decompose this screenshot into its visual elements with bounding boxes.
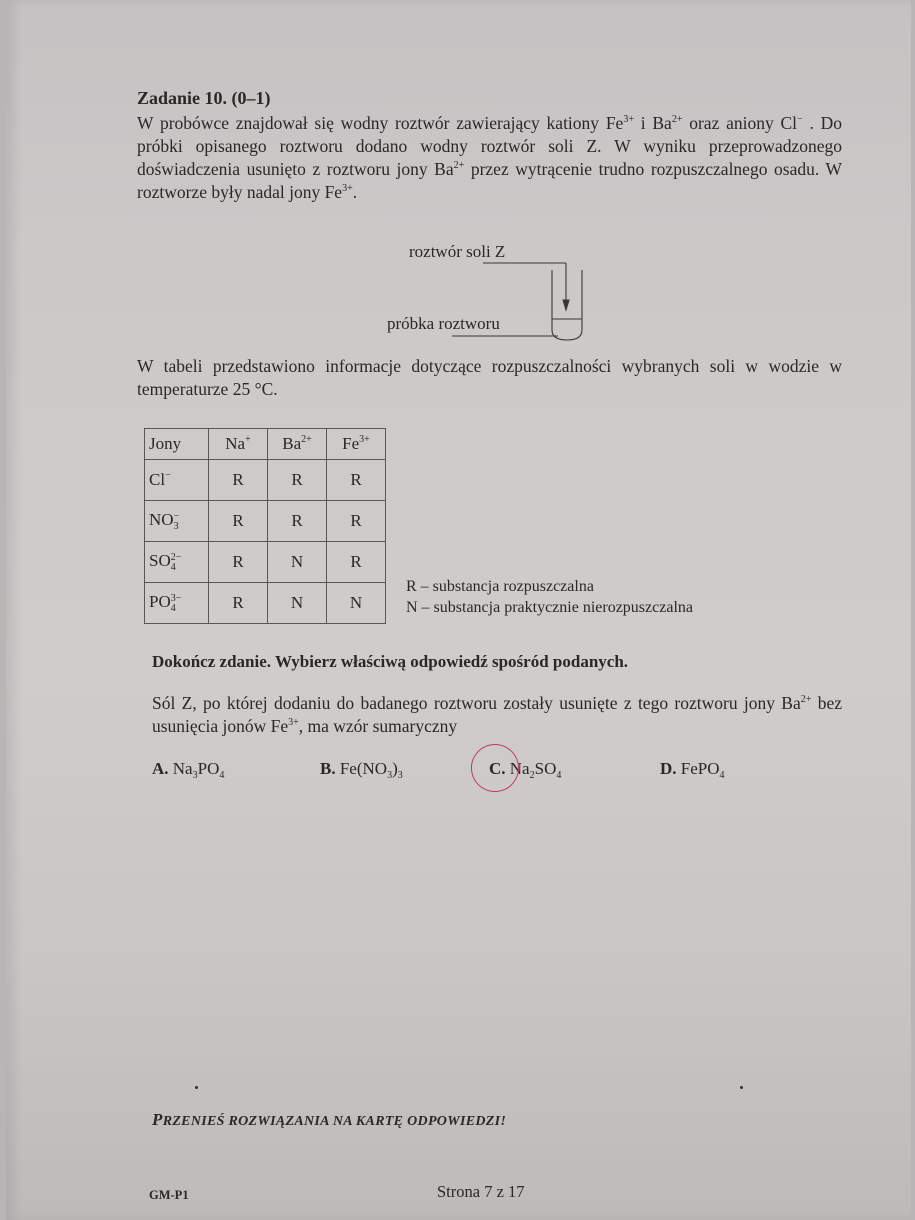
label-salt-solution: roztwór soli Z — [409, 242, 506, 261]
charge: 2+ — [671, 114, 683, 125]
table-cell: R — [209, 583, 268, 624]
task-title: Zadanie 10. (0–1) — [137, 88, 271, 108]
selected-answer-circle — [467, 740, 523, 796]
table-row — [145, 583, 386, 624]
exam-page — [6, 0, 911, 1220]
page-number: Strona 7 z 17 — [437, 1182, 525, 1201]
row-header: NO− 3 — [145, 501, 209, 542]
intro-text: . — [802, 113, 814, 133]
table-cell: R — [327, 501, 386, 542]
charge: 2+ — [453, 160, 465, 171]
intro-text: i Ba — [633, 113, 672, 133]
intro-text: Do próbki opisanego roztworu dodano wodny roztwór soli Z. W wyniku przeprowadzonego doświadczenia usunięto z roztworu jony Ba — [137, 113, 843, 179]
option-d[interactable]: D. FePO$_4$ — [660, 759, 725, 781]
intro-text: oraz aniony Cl — [682, 113, 798, 133]
table-cell: R — [209, 460, 268, 501]
charge: − — [797, 114, 803, 125]
table-corner: Jony — [145, 429, 209, 460]
table-cell: R — [327, 460, 386, 501]
table-row — [145, 460, 386, 501]
question-text: Sól Z, po której dodaniu do badanego roztworu zostały usunięte z tego roztworu jony $Ba^{2+}$ bez usunięcia jonów $Fe^{3+}$, ma wzór sumaryczny — [152, 693, 842, 736]
table-cell: R — [209, 542, 268, 583]
col-header: Na+ — [209, 429, 268, 460]
row-header: Cl− — [145, 460, 209, 501]
table-cell: R — [268, 460, 327, 501]
legend-r: R – substancja rozpuszczalna — [406, 578, 594, 595]
charge: 3+ — [342, 183, 353, 194]
col-header: $Ba^{2+}$ — [268, 429, 327, 460]
table-row — [145, 542, 386, 583]
legend-n: N – substancja praktycznie nierozpuszczalna — [406, 599, 693, 616]
exam-code: GM-P1 — [149, 1188, 189, 1202]
solubility-table — [144, 428, 386, 624]
row-header: SO2− 4 — [145, 542, 209, 583]
option-a[interactable]: A. $Na_3PO_4$ — [152, 759, 225, 781]
table-row — [145, 501, 386, 542]
registration-dot — [740, 1086, 743, 1089]
table-cell: R — [209, 501, 268, 542]
table-cell: N — [268, 583, 327, 624]
table-header-row — [145, 429, 386, 460]
test-tube-diagram — [376, 240, 606, 360]
charge: 3+ — [623, 114, 634, 125]
option-c[interactable]: C. $Na_2SO_4$ — [489, 759, 562, 781]
intro-text: . — [352, 182, 358, 202]
intro-text: W probówce znajdował się wodny roztwór zawierający kationy Fe — [137, 113, 624, 133]
option-b[interactable]: B. $Fe(NO_3)_3$ — [320, 759, 403, 781]
table-cell: N — [268, 542, 327, 583]
table-cell: R — [327, 542, 386, 583]
instruction: Dokończ zdanie. Wybierz właściwą odpowiedź spośród podanych. — [152, 652, 629, 671]
registration-dot — [195, 1086, 198, 1089]
col-header: $Fe^{3+}$ — [327, 429, 386, 460]
transfer-answers-note: PRZENIEŚ ROZWIĄZANIA NA KARTĘ ODPOWIEDZI! — [152, 1110, 507, 1129]
task-intro — [137, 112, 842, 204]
table-intro: W tabeli przedstawiono informacje dotyczące rozpuszczalności wybranych soli w wodzie w temperaturze 25 °C. — [137, 356, 842, 399]
intro-text: przez wytrącenie trudno rozpuszczalnego osadu. W roztworze były nadal jony Fe — [137, 159, 842, 202]
table-legend — [406, 576, 693, 618]
row-header: PO3− 4 — [145, 583, 209, 624]
test-tube-icon — [376, 240, 606, 360]
table-cell: N — [327, 583, 386, 624]
table-cell: R — [268, 501, 327, 542]
label-sample: próbka roztworu — [387, 314, 500, 333]
